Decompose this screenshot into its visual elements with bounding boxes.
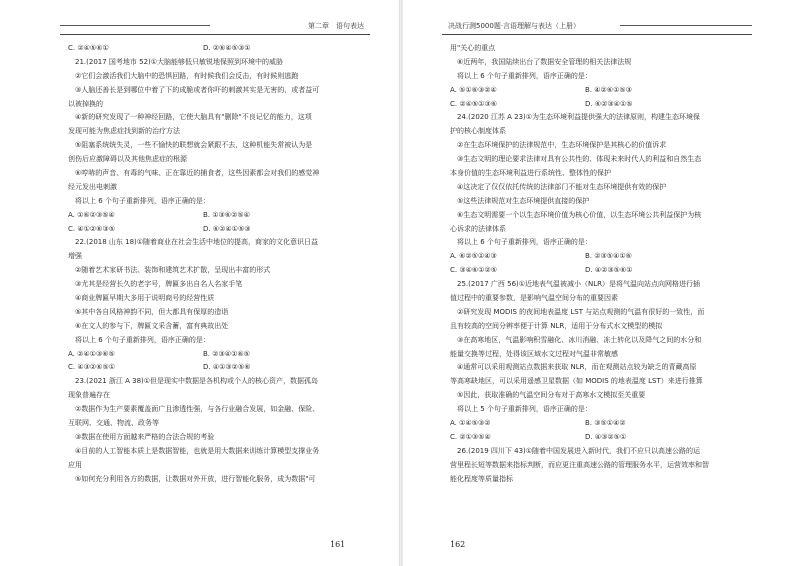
answer-options-row: [450, 250, 750, 264]
text-line: ⑤因此，获取准确的气温空间分布对于高寒水文模拟至关重要: [457, 391, 646, 400]
text-line: ③生态文明的理论要求法律对具有公共性的、体现未来时代人的利益和自然生态: [457, 155, 702, 164]
answer-option: D. ⑥②④①⑤③: [203, 224, 251, 233]
text-line: 等高寒缺地区，可以采用遥感卫星数据（如 MODIS 的地表温度 LST）来进行推算: [450, 377, 703, 386]
text-line: 将以上 6 个句子重新排列，语序正确的是：: [75, 335, 210, 344]
text-line: ⑤如何充分利用各方的数据，让数据对外开放，进行智能化服务，成为数据"可: [75, 474, 316, 483]
left-page: [8, 0, 403, 566]
header-rule: [620, 25, 752, 26]
text-line: 值过程中的重要参数，是影响气温空间分布的重要因素: [450, 294, 618, 303]
answer-option: A. ②④①③⑥⑤: [68, 349, 115, 358]
header-rule: [60, 25, 210, 26]
text-line: ⑥哼哧的声音、有毒的气味、正在靠近的捕食者，这些因素都会对我们的感觉神: [75, 169, 320, 178]
text-line: 且有较高的空间分辨率便于计算 NLR，适用于分布式水文模型的模拟: [450, 321, 663, 330]
text-line: 发现可能为焦虑症找到新的治疗方法: [68, 127, 180, 136]
text-line: 现象普遍存在: [68, 391, 110, 400]
text-line: 增强: [68, 252, 82, 261]
text-line: 将以上 6 个句子重新排列，语序正确的是：: [457, 71, 592, 80]
text-line: 21.(2017 国考地市 52)①大脑能够低只敏锐地保照到环境中的威胁: [75, 57, 284, 66]
answer-options-row: [450, 84, 750, 98]
text-line: ⑤其中各自风格神韵不同，但大都具有保厚的造诣: [75, 307, 229, 316]
text-line: 将以上 6 个句子重新排列，语序正确的是：: [75, 196, 210, 205]
text-line: ②它们会激活我们大脑中的恐惧回路，有时候我们会反击，有时候则逃跑: [75, 71, 299, 80]
text-line: 26.(2019 四川下 43)①随着中国发展进入新时代，我们不应只以高速公路的运: [457, 446, 701, 455]
text-line: ⑥近两年，我国陆续出台了数据安全管理的相关法律法规: [457, 57, 632, 66]
answer-options-row: [68, 361, 368, 375]
text-line: ②在生态环境保护的法律规范中，生态环境保护是其核心的价值诉求: [457, 141, 667, 150]
answer-option: B. ②③⑤④①⑥: [585, 252, 632, 261]
page-header: [60, 20, 370, 35]
left-page-text: [68, 42, 368, 487]
text-line: 25.(2017 广西 56)①近地表气温被减小（NLR）是将气温向站点向网格进行插: [457, 280, 701, 289]
answer-option: C. ②④⑤⑥①: [68, 44, 109, 52]
answer-options-row: [68, 223, 368, 237]
answer-option: A. ①④⑤③②: [450, 419, 491, 428]
text-line: ②研究发现 MODIS 的夜间地表温度 LST 与站点观测的气温有很好的一致性，而: [457, 307, 705, 316]
answer-options-row: [450, 98, 750, 112]
text-line: ⑥在文人的参与下，牌匾文采含蓄，富有典故出处: [75, 321, 229, 330]
text-line: ④这决定了仅仅依托传统的法律部门不能对生态环境提供有效的保护: [457, 182, 667, 191]
text-line: ③数据在使用方面越来严格的合法合规的考验: [75, 432, 215, 441]
text-line: 用"关心的重点: [450, 44, 496, 52]
answer-options-row: [68, 209, 368, 223]
answer-option: D. ④①③②⑤⑥: [203, 363, 251, 372]
answer-option: B. ②③④①⑥⑤: [203, 349, 250, 358]
answer-option: C. ②④⑤①③⑥: [450, 99, 497, 108]
answer-option: A. ⑤①⑥③②④: [450, 85, 497, 94]
text-line: 经元发出电刺激: [68, 182, 117, 191]
answer-option: C. ④③②⑥⑤①: [68, 363, 115, 372]
text-line: 将以上 6 个句子重新排列，语序正确的是：: [457, 238, 592, 247]
text-line: 护的核心制度体系: [450, 127, 506, 136]
answer-options-row: [68, 348, 368, 362]
text-line: 24.(2020 江苏 A 23)①为生态环境利益提供强大的法律原则，构建生态环境保: [457, 113, 701, 122]
text-line: 互联网、交通、物流、政务等: [68, 419, 159, 428]
text-line: 营里程长短等数据来指标判断，而应更注重高速公路的管理服务水平，运营效率和智: [450, 460, 709, 469]
text-line: ④通常可以采用观测站点数据来获取 NLR，而在观测站点较为缺乏的青藏高原: [457, 363, 697, 372]
right-page: [402, 0, 797, 566]
text-line: ⑥生态文明需要一个以生态环境价值为核心价值，以生态环境公共利益保护为核: [457, 210, 702, 219]
answer-options-row: [450, 417, 750, 431]
answer-options-row: [450, 431, 750, 445]
answer-option: C. ④①②⑥③⑤: [68, 224, 115, 233]
page-number: 162: [450, 540, 466, 549]
answer-option: B. ①③⑥②⑤④: [203, 210, 250, 219]
right-page-text: [450, 42, 750, 487]
text-line: 以被掉换的: [68, 99, 103, 108]
text-line: ⑤阻塞系统统失灵，一些不愉快的联想就会紧跟不去，这种机能失常被认为是: [75, 141, 313, 150]
answer-option: A. ⑥②⑤①④③: [450, 252, 497, 261]
text-line: 本身价值的生态环境利益进行系统性、整体性的保护: [450, 169, 611, 178]
text-line: 将以上 5 个句子重新排列，语序正确的是：: [457, 405, 592, 414]
text-line: ③尤其是经营长久的老字号，牌匾多出自名人名家手笔: [75, 280, 243, 289]
text-line: 能化程度等质量指标: [450, 474, 513, 483]
text-line: 23.(2021 浙江 A 38)①但是现实中数据是各机构或个人的核心资产，数据孤岛: [75, 377, 319, 386]
text-line: ②数据作为生产要素覆盖面广且渗透性强，与各行业融合发展，如金融、保险、: [75, 405, 320, 414]
text-line: 能量交换等过程，处得该区域水文过程对气温非常敏感: [450, 349, 618, 358]
text-line: ②随着艺术家研书法、装饰和建筑艺术扩散，呈现出丰富的形式: [75, 266, 271, 275]
answer-option: D. ④③②⑤①: [585, 432, 627, 441]
answer-option: C. ③④⑥①②⑤: [450, 266, 497, 275]
answer-option: D. ④②③⑤⑥①: [585, 266, 633, 275]
answer-option: D. ②⑥④⑤③①: [203, 44, 251, 52]
answer-option: D. ⑥②③④①⑤: [585, 99, 633, 108]
page-header: [442, 20, 752, 35]
text-line: ④目前的人工智能本质上是数据智能，也就是用大数据来训练计算模型支撑业务: [75, 446, 320, 455]
answer-option: A. ①⑥②③⑤④: [68, 210, 115, 219]
text-line: ③人脑还善长是到哪位中着了下的成脆或者你吓的刺激其实是无害的，或者益可: [75, 85, 320, 94]
text-line: ③在高寒地区，气温影响积雪融化、冰川消融、冻土转化以及降气之间的水分和: [457, 335, 702, 344]
chapter-title: 第二章 语句表达: [308, 22, 364, 30]
text-line: ⑤这些法律规范对生态环境提供直接的保护: [457, 196, 590, 205]
book-title: 决战行测5000题·言语理解与表达（上册）: [448, 22, 581, 30]
text-line: ④新的研究发现了一种神经回路，它使大脑具有"删除"不良记忆的能力，这项: [75, 113, 312, 122]
answer-option: B. ③⑤①④②: [585, 419, 626, 428]
answer-option: C. ②①③⑤④: [450, 432, 491, 441]
answer-options-row: [68, 42, 368, 56]
text-line: ④商业牌匾早期大多用于说明商号的经营性质: [75, 294, 215, 303]
page-number: 161: [330, 540, 346, 549]
text-line: 创伤后应激障碍以及其他焦虑症的根源: [68, 155, 187, 164]
answer-options-row: [450, 264, 750, 278]
text-line: 22.(2018 山东 18)①随着商业在社会生活中地位的提高，商家的文化意识日益: [75, 238, 319, 247]
text-line: 心诉求的法律体系: [450, 224, 506, 233]
text-line: 应用: [68, 460, 82, 469]
answer-option: B. ④②⑥①⑤③: [585, 85, 632, 94]
